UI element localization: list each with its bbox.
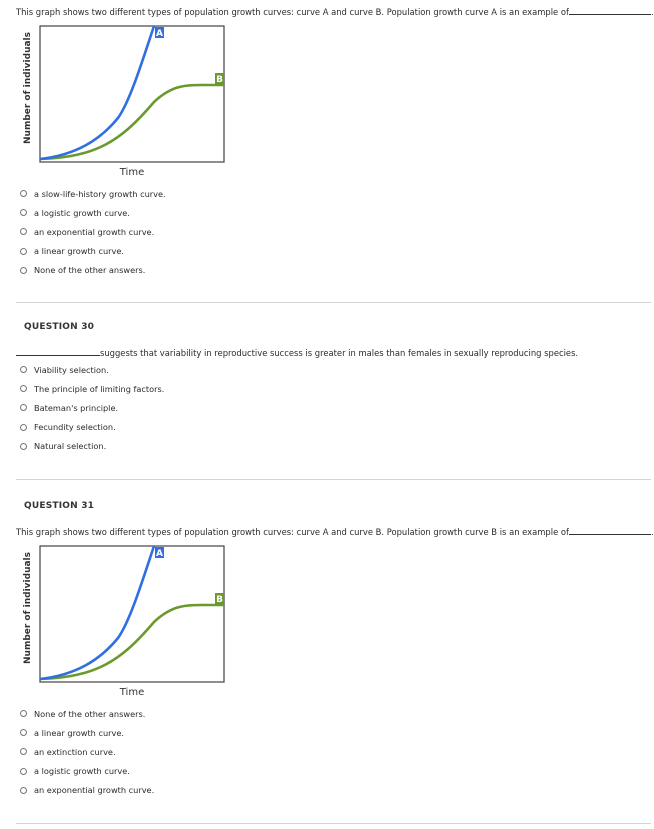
radio-button[interactable] [20,768,27,775]
answer-option[interactable] [20,762,154,781]
option-label: None of the other answers. [34,265,146,276]
answer-blank [569,526,651,535]
answer-option[interactable] [20,437,164,456]
curve-a-label: A [156,29,163,39]
answer-option[interactable] [20,242,166,261]
option-label: The principle of limiting factors. [34,383,165,394]
radio-button[interactable] [20,366,27,373]
curve-b-label: B [216,75,223,85]
answer-option[interactable] [20,203,166,222]
answer-option[interactable] [20,723,154,742]
question-31-growth-graph [16,542,236,702]
y-axis-label: Number of individuals [23,31,33,145]
option-label: an exponential growth curve. [34,226,155,237]
radio-button[interactable] [20,228,27,235]
curve-a-label: A [156,549,163,559]
answer-option[interactable] [20,222,166,241]
plot-frame [40,26,224,162]
question-30-prompt [16,347,578,358]
prompt-end: . [650,7,654,17]
answer-option[interactable] [20,398,164,417]
answer-option[interactable] [20,261,166,280]
question-divider [16,823,651,824]
question-29-prompt [16,6,654,17]
radio-button[interactable] [20,267,27,274]
radio-button[interactable] [20,748,27,755]
y-axis-label: Number of individuals [23,551,33,665]
radio-button[interactable] [20,710,27,717]
growth-curve-chart [16,22,236,182]
growth-curve-chart [16,542,236,702]
radio-button[interactable] [20,190,27,197]
question-31-prompt-text: This graph shows two different types of population growth curves: curve A and curve B. Population growth curve B is an example of [16,527,569,537]
question-31-prompt [16,526,654,537]
question-divider [16,302,651,303]
answer-option[interactable] [20,184,166,203]
answer-option[interactable] [20,742,154,761]
question-31-options [20,704,154,800]
option-label: a linear growth curve. [34,727,125,738]
option-label: an exponential growth curve. [34,785,155,796]
x-axis-label: Time [119,687,145,698]
option-label: Fecundity selection. [34,422,116,433]
option-label: a logistic growth curve. [34,207,130,218]
answer-option[interactable] [20,704,154,723]
answer-blank [569,6,651,15]
curve-b-label: B [216,595,223,605]
radio-button[interactable] [20,209,27,216]
question-30-prompt-text: suggests that variability in reproductive success is greater in males than females in sexually reproducing species. [100,348,579,358]
radio-button[interactable] [20,248,27,255]
question-29-options [20,184,166,280]
option-label: Bateman's principle. [34,402,119,413]
answer-option[interactable] [20,418,164,437]
question-divider [16,479,651,480]
answer-blank [16,347,100,356]
answer-option[interactable] [20,379,164,398]
question-30-header: QUESTION 30 [24,322,95,332]
question-29-growth-graph [16,22,236,182]
option-label: Viability selection. [34,364,109,375]
question-29-prompt-text: This graph shows two different types of population growth curves: curve A and curve B. Population growth curve A is an example of [16,7,569,17]
radio-button[interactable] [20,443,27,450]
question-30-options [20,360,164,456]
option-label: an extinction curve. [34,746,116,757]
radio-button[interactable] [20,385,27,392]
option-label: a linear growth curve. [34,246,125,257]
question-31-header: QUESTION 31 [24,501,95,511]
radio-button[interactable] [20,424,27,431]
option-label: None of the other answers. [34,708,146,719]
radio-button[interactable] [20,787,27,794]
prompt-end: . [650,527,654,537]
option-label: Natural selection. [34,441,107,452]
answer-option[interactable] [20,781,154,800]
plot-frame [40,546,224,682]
option-label: a logistic growth curve. [34,766,130,777]
option-label: a slow-life-history growth curve. [34,188,166,199]
radio-button[interactable] [20,729,27,736]
x-axis-label: Time [119,167,145,178]
answer-option[interactable] [20,360,164,379]
radio-button[interactable] [20,404,27,411]
